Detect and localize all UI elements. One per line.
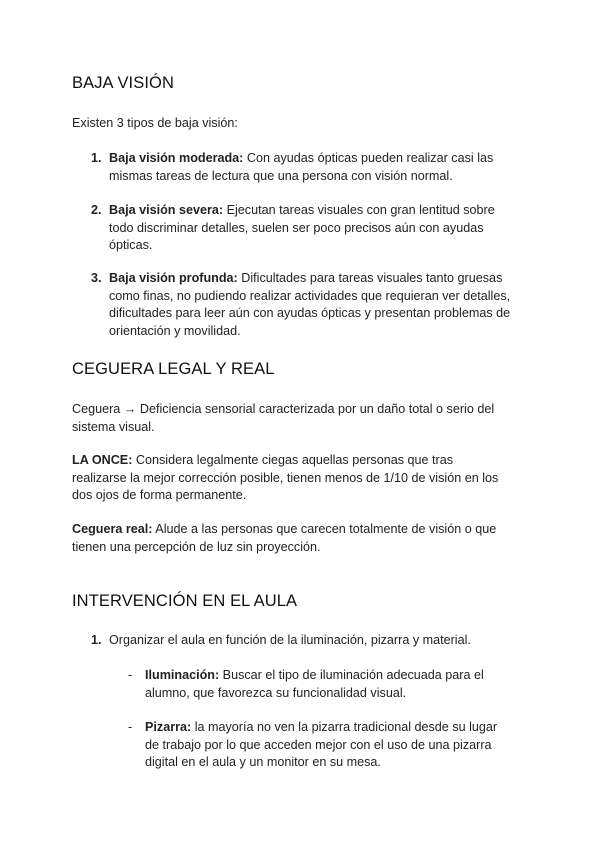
item-text: orientación y movilidad. [109,323,241,338]
term-label: Ceguera real: [72,522,153,536]
list-number: 3. [91,271,102,285]
item-text: como finas, no pudiendo realizar actividades que requieran ver detalles, [109,288,511,303]
definition-text: Ceguera → Deficiencia sensorial caracterizada por un daño total o serio del [72,402,495,416]
list-item-organizar-aula: Organizar el aula en función de la iluminación, pizarra y material. [109,633,471,647]
paragraph-text: Considera legalmente ciegas aquellas personas que tras [132,453,454,467]
bullet-dash: - [128,720,133,734]
bullet-dash: - [128,668,133,682]
term-label: LA ONCE: [72,453,133,467]
item-text: dificultades para leer aún con ayudas ópticas y presentan problemas de [109,306,511,321]
item-text: Dificultades para tareas visuales tanto gruesas [237,271,503,285]
subitem-text: la mayoría no ven la pizarra tradicional desde su lugar [191,720,498,734]
list-item-baja-vision-profunda [109,270,539,340]
list-number: 1. [91,633,102,647]
subitem-pizarra [145,719,525,772]
item-text: todo discriminar detalles, suelen ser poco precisos aún con ayudas [109,220,484,235]
section-heading-ceguera: CEGUERA LEGAL Y REAL [72,360,275,378]
term-label: Baja visión moderada: [109,151,244,165]
ceguera-definition [72,401,532,436]
item-text: Con ayudas ópticas pueden realizar casi las [243,151,494,165]
section-heading-intervencion: INTERVENCIÓN EN EL AULA [72,592,298,610]
subitem-text: alumno, que favorezca su funcionalidad visual. [145,685,407,700]
list-item-baja-vision-moderada [109,150,539,185]
once-paragraph [72,452,532,505]
ceguera-real-paragraph [72,521,532,556]
subitem-text: Buscar el tipo de iluminación adecuada para el [219,668,484,682]
subitem-text: digital en el aula y un monitor en su mesa. [145,755,381,770]
list-number: 1. [91,151,102,165]
subitem-text: de trabajo por lo que acceden mejor con el uso de una pizarra [145,737,492,752]
list-number: 2. [91,203,102,217]
item-text: Ejecutan tareas visuales con gran lentitud sobre [223,203,495,217]
term-label: Baja visión severa: [109,203,224,217]
paragraph-text: realizarse la mejor corrección posible, tienen menos de 1/10 de visión en los [72,470,499,485]
subitem-iluminacion [145,667,525,702]
paragraph-text: tienen una percepción de luz sin proyección. [72,539,321,554]
paragraph-text: Alude a las personas que carecen totalmente de visión o que [152,522,497,536]
baja-vision-intro: Existen 3 tipos de baja visión: [72,116,238,130]
paragraph-text: dos ojos de forma permanente. [72,488,247,503]
term-label: Iluminación: [145,668,220,682]
section-heading-baja-vision: BAJA VISIÓN [72,74,174,92]
item-text: mismas tareas de lectura que una persona con visión normal. [109,168,453,183]
term-label: Baja visión profunda: [109,271,238,285]
list-item-baja-vision-severa [109,202,539,255]
definition-text: sistema visual. [72,419,155,434]
term-label: Pizarra: [145,720,192,734]
item-text: ópticas. [109,238,153,253]
